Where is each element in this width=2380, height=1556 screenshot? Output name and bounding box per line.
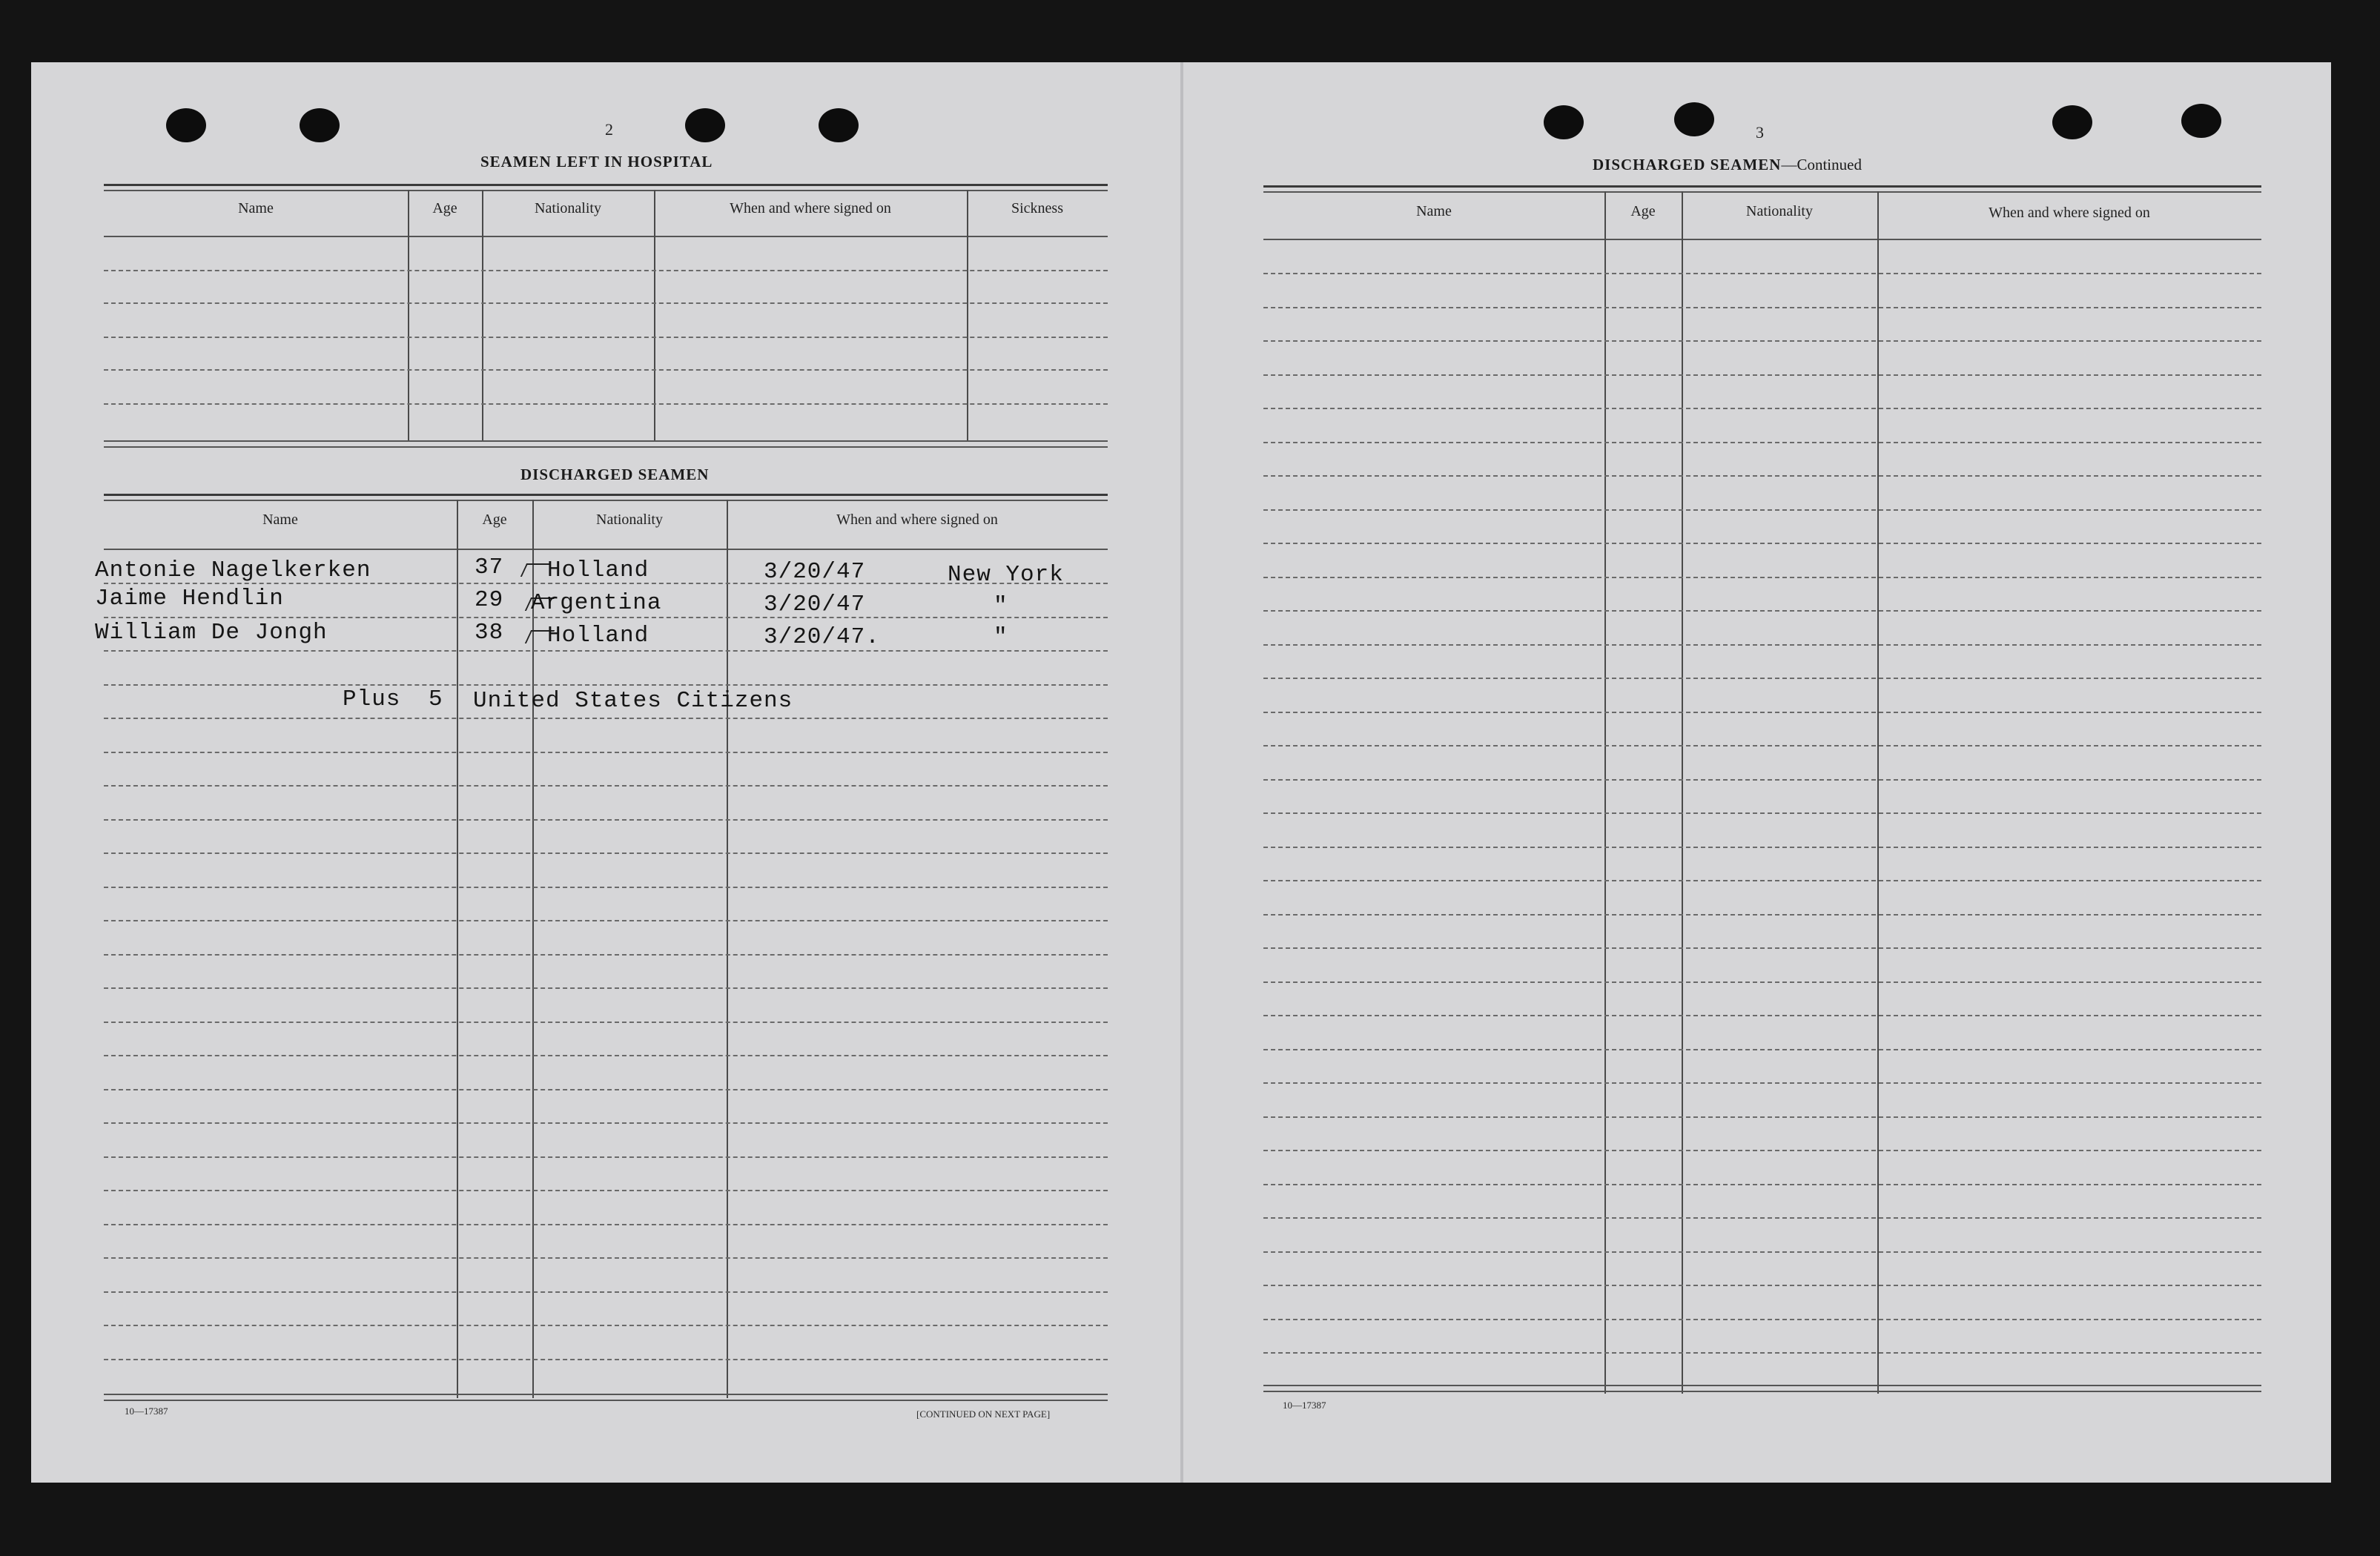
seaman-name: William De Jongh bbox=[95, 620, 328, 646]
blank-row-line bbox=[104, 270, 1108, 271]
plus-label: Plus bbox=[343, 686, 401, 712]
blank-row-line bbox=[1263, 475, 2261, 477]
column-header-nationality: Nationality bbox=[535, 200, 601, 216]
column-header-name: Name bbox=[262, 512, 298, 528]
table-rule bbox=[104, 1394, 1108, 1395]
blank-row-line bbox=[104, 752, 1108, 753]
punch-hole bbox=[685, 108, 725, 142]
page-number: 2 bbox=[605, 120, 613, 139]
ditto-mark: " bbox=[994, 624, 1008, 650]
blank-row-line bbox=[104, 1190, 1108, 1191]
blank-row-line bbox=[1263, 981, 2261, 983]
table-rule bbox=[104, 446, 1108, 448]
column-divider bbox=[1877, 191, 1879, 1394]
table-rule bbox=[1263, 1385, 2261, 1386]
blank-row-line bbox=[1263, 374, 2261, 376]
blank-row-line bbox=[104, 853, 1108, 854]
table-rule bbox=[104, 1400, 1108, 1401]
seaman-nationality: Holland bbox=[547, 557, 649, 583]
blank-row-line bbox=[104, 987, 1108, 989]
punch-hole bbox=[2052, 105, 2092, 139]
column-header-signed-on: When and where signed on bbox=[730, 200, 891, 216]
blank-row-line bbox=[1263, 1285, 2261, 1286]
seaman-name: Antonie Nagelkerken bbox=[95, 557, 371, 583]
seaman-nationality: Argentina bbox=[531, 590, 662, 616]
header-underline bbox=[104, 549, 1108, 550]
blank-row-line bbox=[104, 650, 1108, 652]
blank-row-line bbox=[104, 1055, 1108, 1056]
plus-count: 5 bbox=[429, 686, 443, 712]
blank-row-line bbox=[1263, 847, 2261, 848]
blank-row-line bbox=[104, 920, 1108, 921]
column-divider bbox=[1604, 191, 1606, 1394]
blank-row-line bbox=[1263, 408, 2261, 409]
blank-row-line bbox=[1263, 1116, 2261, 1118]
blank-row-line bbox=[104, 337, 1108, 338]
seaman-nationality: Holland bbox=[547, 623, 649, 649]
blank-row-line bbox=[1263, 812, 2261, 814]
column-divider bbox=[727, 500, 728, 1398]
blank-row-line bbox=[1263, 678, 2261, 679]
blank-row-line bbox=[104, 1325, 1108, 1326]
blank-row-line bbox=[1263, 577, 2261, 578]
punch-hole bbox=[819, 108, 859, 142]
punch-hole bbox=[1674, 102, 1714, 136]
blank-row-line bbox=[104, 1291, 1108, 1293]
blank-row-line bbox=[1263, 1352, 2261, 1354]
blank-row-line bbox=[1263, 779, 2261, 781]
signed-on-date: 3/20/47 bbox=[764, 559, 866, 585]
blank-row-line bbox=[1263, 712, 2261, 713]
blank-row-line bbox=[1263, 1217, 2261, 1219]
blank-row-line bbox=[104, 684, 1108, 686]
seaman-age: 29 bbox=[475, 587, 504, 613]
table-rule bbox=[104, 184, 1108, 186]
signed-on-date: 3/20/47. bbox=[764, 624, 880, 650]
seaman-age: 38 bbox=[475, 620, 504, 646]
blank-row-line bbox=[1263, 1251, 2261, 1253]
table-rule bbox=[1263, 185, 2261, 188]
blank-row-line bbox=[1263, 880, 2261, 881]
blank-row-line bbox=[1263, 509, 2261, 511]
table-rule bbox=[1263, 191, 2261, 193]
blank-row-line bbox=[104, 1257, 1108, 1259]
table-rule bbox=[104, 440, 1108, 442]
blank-row-line bbox=[1263, 610, 2261, 612]
plus-text: United States Citizens bbox=[473, 688, 793, 714]
table-rule bbox=[104, 500, 1108, 501]
hospital-section-title: SEAMEN LEFT IN HOSPITAL bbox=[480, 153, 713, 171]
blank-row-line bbox=[1263, 1150, 2261, 1151]
table-rule bbox=[1263, 1391, 2261, 1392]
blank-row-line bbox=[104, 1359, 1108, 1360]
column-divider bbox=[457, 500, 458, 1398]
column-divider bbox=[1682, 191, 1683, 1394]
blank-row-line bbox=[104, 819, 1108, 821]
blank-row-line bbox=[104, 1122, 1108, 1124]
blank-row-line bbox=[1263, 1049, 2261, 1050]
page-number: 3 bbox=[1756, 123, 1764, 142]
column-header-age: Age bbox=[482, 512, 507, 528]
blank-row-line bbox=[1263, 1184, 2261, 1185]
blank-row-line bbox=[1263, 442, 2261, 443]
column-header-signed-on: When and where signed on bbox=[836, 512, 998, 528]
table-rule bbox=[104, 494, 1108, 496]
column-header-nationality: Nationality bbox=[1746, 203, 1813, 219]
blank-row-line bbox=[104, 617, 1108, 618]
table-rule bbox=[104, 190, 1108, 191]
blank-row-line bbox=[1263, 947, 2261, 949]
column-header-nationality: Nationality bbox=[596, 512, 663, 528]
continued-note: [CONTINUED ON NEXT PAGE] bbox=[916, 1408, 1051, 1420]
blank-row-line bbox=[1263, 644, 2261, 646]
punch-hole bbox=[1544, 105, 1584, 139]
blank-row-line bbox=[1263, 273, 2261, 274]
blank-row-line bbox=[104, 403, 1108, 405]
blank-row-line bbox=[104, 887, 1108, 888]
header-underline bbox=[104, 236, 1108, 237]
seaman-age: 37 bbox=[475, 554, 504, 580]
column-header-signed-on: When and where signed on bbox=[1989, 205, 2150, 221]
punch-hole bbox=[166, 108, 206, 142]
blank-row-line bbox=[104, 302, 1108, 304]
column-header-name: Name bbox=[1416, 203, 1452, 219]
column-header-name: Name bbox=[238, 200, 274, 216]
blank-row-line bbox=[104, 718, 1108, 719]
blank-row-line bbox=[1263, 1082, 2261, 1084]
blank-row-line bbox=[1263, 307, 2261, 308]
discharged-section-title: DISCHARGED SEAMEN bbox=[520, 466, 710, 483]
column-header-age: Age bbox=[432, 200, 457, 216]
blank-row-line bbox=[104, 785, 1108, 787]
form-number: 10—17387 bbox=[1283, 1400, 1326, 1411]
ditto-mark: " bbox=[994, 593, 1008, 619]
blank-row-line bbox=[1263, 543, 2261, 544]
form-number: 10—17387 bbox=[125, 1406, 168, 1417]
column-header-sickness: Sickness bbox=[1011, 200, 1063, 216]
header-underline bbox=[1263, 239, 2261, 240]
signed-on-date: 3/20/47 bbox=[764, 592, 866, 618]
blank-row-line bbox=[104, 1022, 1108, 1023]
punch-hole bbox=[300, 108, 340, 142]
left-page bbox=[31, 62, 1180, 1483]
seaman-name: Jaime Hendlin bbox=[95, 586, 284, 612]
blank-row-line bbox=[1263, 745, 2261, 746]
blank-row-line bbox=[104, 1156, 1108, 1158]
blank-row-line bbox=[1263, 340, 2261, 342]
blank-row-line bbox=[1263, 1015, 2261, 1016]
signed-on-place: New York bbox=[948, 562, 1064, 588]
blank-row-line bbox=[104, 369, 1108, 371]
right-page bbox=[1183, 62, 2331, 1483]
blank-row-line bbox=[1263, 914, 2261, 916]
punch-hole bbox=[2181, 104, 2221, 138]
page-gutter bbox=[1180, 62, 1183, 1483]
blank-row-line bbox=[104, 1089, 1108, 1090]
blank-row-line bbox=[1263, 1319, 2261, 1320]
discharged-continued-title: DISCHARGED SEAMEN—Continued bbox=[1593, 156, 1862, 173]
blank-row-line bbox=[104, 954, 1108, 956]
column-header-age: Age bbox=[1630, 203, 1656, 219]
blank-row-line bbox=[104, 1224, 1108, 1225]
